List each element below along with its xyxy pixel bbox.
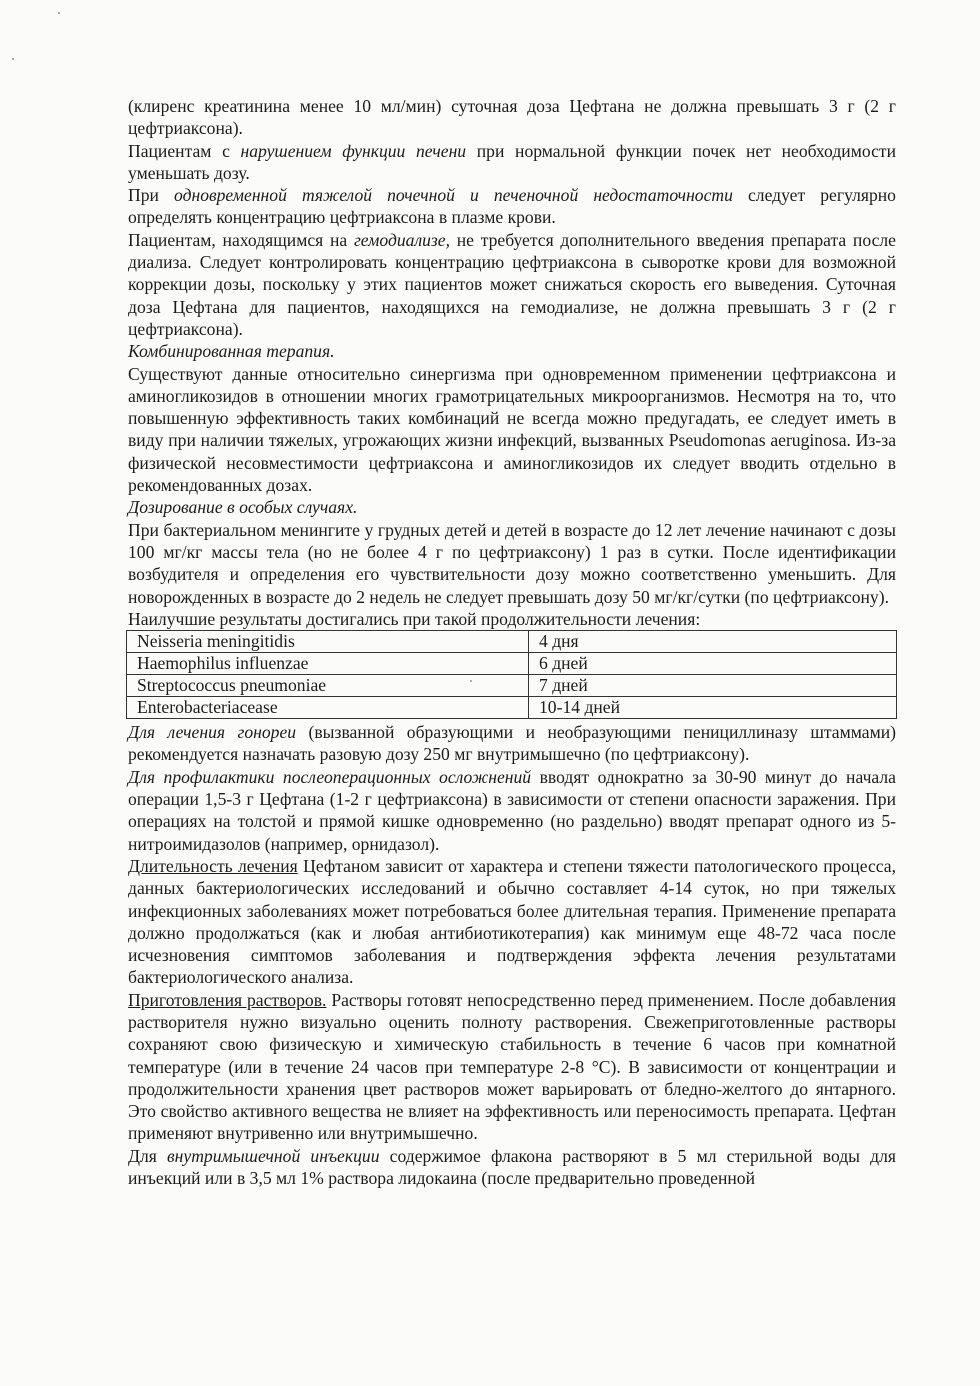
text-run: Пациентам, находящимся на [128,229,354,250]
text-run: (клиренс креатинина менее 10 мл/мин) суточная доза Цефтана не должна превышать 3 г (2 г цефтриаксона). [128,96,896,139]
paragraph [128,608,896,630]
emphasis-text: Для лечения гонореи [128,722,297,743]
organism-cell: Enterobacteriacease [127,697,529,719]
text-run: (вызванной образующими и необразующими пенициллиназу штаммами) рекомендуется назначать разовую дозу 250 мг внутримышечно (по цефтриаксону). [128,722,896,765]
paragraph [128,721,896,766]
text-run: Существуют данные относительно синергизма при одновременном применении цефтриаксона и аминогликозидов в отношении многих грамотрицательных микроорганизмов. Несмотря на то, что повышенную эффективность таких комбинаций не всегда можно предугадать, ее следует иметь в виду при наличии тяжелых, угрожающих жизни инфекций, вызванных Pseudomonas aeruginosa. Из-за физической несовместимости цефтриаксона и аминогликозидов их следует вводить отдельно в рекомендованных дозах. [128,363,896,496]
text-run: не требуется дополнительного введения препарата после диализа. Следует контролировать концентрацию цефтриаксона в сыворотке крови для возможной коррекции дозы, поскольку у этих пациентов может снижаться скорость его выведения. Суточная доза Цефтана для пациентов, находящихся на гемодиализе, не должна превышать 3 г (2 г цефтриаксона). [128,229,896,339]
paragraph [128,766,896,855]
table-row [127,653,897,675]
scan-speck [58,12,60,14]
paragraph [128,1145,896,1190]
text-section-before-table [128,95,896,630]
duration-cell: 7 дней [529,675,897,697]
emphasis-text: внутримышечной инъекции [167,1145,380,1166]
organism-cell: Neisseria meningitidis [127,631,529,653]
emphasis-text: одновременной тяжелой почечной и печеночной недостаточности [174,185,733,206]
emphasis-text: гемодиализе, [353,229,450,250]
text-run: вводят однократно за 30-90 минут до начала операции 1,5-3 г Цефтана (1-2 г цефтриаксона) в зависимости от степени опасности заражения. При операциях на толстой и прямой кишке одновременно (но раздельно) вводят препарат одного из 5-нитроимидазолов (например, орнидазол). [128,766,896,854]
text-run: Цефтаном зависит от характера и степени тяжести патологического процесса, данных бактериологических исследований и обычно составляет 4-14 суток, но при тяжелых инфекционных заболеваниях может потребоваться более длительная терапия. Применение препарата должно продолжаться (как и любая антибиотикотерапия) как минимум еще 48-72 часа после исчезновения симптомов заболевания и подтверждения эффекта лечения результатами бактериологического анализа. [128,855,896,988]
paragraph [128,519,896,608]
scan-speck [12,58,14,60]
underlined-heading: Приготовления растворов. [128,989,327,1010]
underlined-heading: Длительность лечения [128,855,298,876]
table-row [127,631,897,653]
text-run: следует регулярно определять концентрацию цефтриаксона в плазме крови. [128,185,896,228]
duration-cell: 10-14 дней [529,697,897,719]
duration-cell: 6 дней [529,653,897,675]
document-body [128,95,896,1189]
paragraph [128,95,896,140]
paragraph [128,363,896,497]
organism-cell: Streptococcus pneumoniae [127,675,529,697]
section-heading: Комбинированная терапия. [128,341,335,362]
text-run: Для [128,1145,168,1166]
paragraph [128,140,896,185]
paragraph [128,229,896,340]
emphasis-text: нарушением функции печени [240,140,467,161]
paragraph [128,184,896,229]
text-run: Растворы готовят непосредственно перед применением. После добавления растворителя нужно визуально оценить полноту растворения. Свежеприготовленные растворы сохраняют свою физическую и химическую стабильность в течение 6 часов при комнатной температуре (или в течение 24 часов при температуре 2-8 °C). В зависимости от концентрации и продолжительности хранения цвет растворов может варьировать от бледно-желтого до янтарного. Это свойство активного вещества не влияет на эффективность или переносимость препарата. Цефтан применяют внутривенно или внутримышечно. [128,989,896,1144]
treatment-duration-table [126,630,897,719]
paragraph [128,989,896,1145]
organism-cell: Haemophilus influenzae [127,653,529,675]
text-run: при нормальной функции почек нет необходимости уменьшать дозу. [128,140,896,183]
text-run: При бактериальном менингите у грудных детей и детей в возрасте до 12 лет лечение начинают с дозы 100 мг/кг массы тела (но не более 4 г по цефтриаксону) 1 раз в сутки. После идентификации возбудителя и определения его чувствительности дозу можно соответственно уменьшить. Для новорожденных в возрасте до 2 недель не следует превышать дозу 50 мг/кг/сутки (по цефтриаксону). [128,519,896,607]
text-run: Наилучшие результаты достигались при такой продолжительности лечения: [128,608,701,629]
emphasis-text: Для профилактики послеоперационных осложнений [128,766,532,787]
section-heading: Дозирование в особых случаях. [128,497,358,518]
duration-cell: 4 дня [529,631,897,653]
text-run: Пациентам с [128,140,241,161]
table-row [127,697,897,719]
table-row [127,675,897,697]
paragraph [128,855,896,989]
text-run: При [128,185,174,206]
text-run: содержимое флакона растворяют в 5 мл стерильной воды для инъекций или в 3,5 мл 1% раствора лидокаина (после предварительно проведенной [128,1145,896,1189]
text-section-after-table [128,721,896,1189]
